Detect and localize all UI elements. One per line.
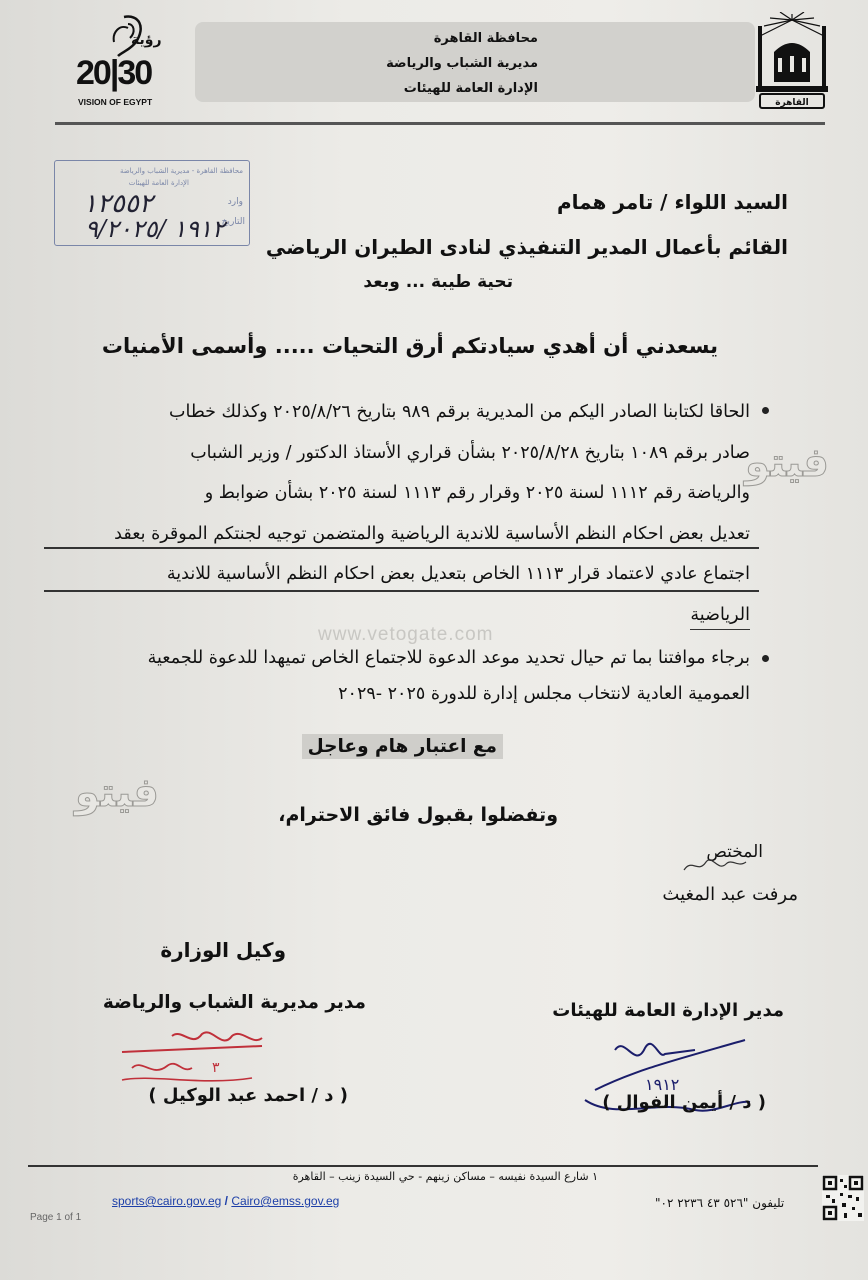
paragraph-1-line: الرياضية bbox=[690, 601, 750, 630]
watermark-logo: فيتو bbox=[75, 770, 159, 816]
governorate-name: محافظة القاهرة bbox=[433, 31, 538, 46]
bullet-2 bbox=[762, 655, 769, 662]
responsible-signature bbox=[680, 852, 750, 878]
handwritten-underline bbox=[44, 547, 759, 549]
department-name: الإدارة العامة للهيئات bbox=[403, 81, 538, 96]
director-youth-title: مدير مديرية الشباب والرياضة bbox=[102, 992, 366, 1013]
intro-line: يسعدني أن أهدي سيادتكم أرق التحيات ..... وأسمى الأمنيات bbox=[101, 334, 718, 358]
svg-text:القاهرة: القاهرة bbox=[775, 98, 809, 108]
vision-2030-logo bbox=[76, 12, 166, 108]
director-bodies-name: ( د / أيمن الفوال ) bbox=[602, 1092, 766, 1113]
vision-year: 20|30 bbox=[76, 54, 152, 92]
page-number: Page 1 of 1 bbox=[30, 1212, 82, 1223]
svg-text:٣: ٣ bbox=[212, 1060, 220, 1076]
paragraph-2-line: برجاء موافتنا بما تم حيال تحديد موعد الدعوة للاجتماع الخاص تميهدا للدعوة للجمعية bbox=[147, 648, 750, 668]
paragraph-1-line: اجتماع عادي لاعتماد قرار ١١١٣ الخاص بتعديل بعض احكام النظم الأساسية للاندية bbox=[166, 564, 750, 584]
watermark-site: www.vetogate.com bbox=[318, 624, 494, 645]
paragraph-1 bbox=[70, 392, 750, 630]
bullet-1 bbox=[762, 407, 769, 414]
paragraph-1-line: الحاقا لكتابنا الصادر اليكم من المديرية برقم ٩٨٩ بتاريخ ٢٠٢٥/٨/٢٦ وكذلك خطاب bbox=[169, 402, 750, 422]
stamp-wared-label: وارد bbox=[227, 197, 243, 207]
incoming-stamp: محافظة القاهرة - مديرية الشباب والرياضة الإدارة العامة للهيئات وارد التاريخ ١٢٥٥٢ ١٩١٢ /٩/٢٠٢٥ bbox=[54, 160, 250, 246]
footer-emails: sports@cairo.gov.eg / Cairo@emss.gov.eg bbox=[112, 1194, 340, 1208]
urgent-note: مع اعتبار هام وعاجل bbox=[302, 734, 503, 759]
stamp-handwritten-number: ١٢٥٥٢ bbox=[83, 189, 153, 219]
svg-text:١٩١٢: ١٩١٢ bbox=[645, 1075, 680, 1094]
paragraph-2-line: العمومية العادية لانتخاب مجلس إدارة للدورة ٢٠٢٥ -٢٠٢٩ bbox=[338, 684, 750, 704]
footer-divider bbox=[28, 1165, 818, 1167]
stamp-date-label: التاريخ bbox=[221, 217, 245, 227]
paragraph-1-line: صادر برقم ١٠٨٩ بتاريخ ٢٠٢٥/٨/٢٨ بشأن قراري الأستاذ الدكتور / وزير الشباب bbox=[190, 442, 750, 463]
stamp-handwritten-date: ١٩١٢ /٩/٢٠٢٥ bbox=[85, 215, 225, 243]
watermark-logo: فيتو bbox=[745, 440, 829, 486]
director-youth-name: ( د / احمد عبد الوكيل ) bbox=[148, 1085, 348, 1106]
closing-line: وتفضلوا بقبول فائق الاحترام، bbox=[278, 804, 558, 826]
recipient-title: السيد اللواء / تامر همام bbox=[556, 190, 788, 214]
undersecretary-title: وكيل الوزارة bbox=[160, 938, 286, 962]
letterhead-text bbox=[386, 26, 538, 101]
recipient-position: القائم بأعمال المدير التنفيذي لنادى الطيران الرياضي bbox=[265, 235, 788, 259]
director-bodies-title: مدير الإدارة العامة للهيئات bbox=[552, 1000, 784, 1021]
responsible-name: مرفت عبد المغيث bbox=[662, 884, 798, 905]
paragraph-1-line: والرياضة رقم ١١١٢ لسنة ٢٠٢٥ وقرار رقم ١١١٣ لسنة ٢٠٢٥ بشأن ضوابط و bbox=[204, 483, 750, 503]
greeting: تحية طيبة ... وبعد bbox=[363, 272, 513, 292]
paragraph-2 bbox=[70, 640, 750, 712]
director-bodies-signature bbox=[575, 1030, 755, 1130]
email-link-sports[interactable]: sports@cairo.gov.eg bbox=[112, 1194, 222, 1208]
email-link-cairo[interactable]: Cairo@emss.gov.eg bbox=[231, 1194, 340, 1208]
footer-phone: تليفون "٥٢٦ ٤٣ ٢٢٣٦ ٠٢" bbox=[655, 1196, 785, 1210]
qr-code-icon bbox=[822, 1175, 864, 1221]
directorate-name: مديرية الشباب والرياضة bbox=[386, 56, 538, 71]
footer-address: ١ شارع السيدة نفيسه – مساكن زينهم - حي السيدة زينب – القاهرة bbox=[292, 1170, 598, 1183]
vision-english: VISION OF EGYPT bbox=[78, 97, 153, 107]
handwritten-underline bbox=[44, 590, 759, 592]
cairo-governorate-logo bbox=[752, 12, 832, 112]
vision-arabic: رؤية bbox=[131, 32, 162, 48]
director-youth-signature bbox=[112, 1028, 282, 1090]
header-divider bbox=[55, 122, 825, 125]
paragraph-1-line: تعديل بعض احكام النظم الأساسية للاندية الرياضية والمتضمن توجيه لجنتكم الموقرة بعقد bbox=[114, 523, 750, 544]
responsible-label: المختص bbox=[706, 842, 763, 862]
